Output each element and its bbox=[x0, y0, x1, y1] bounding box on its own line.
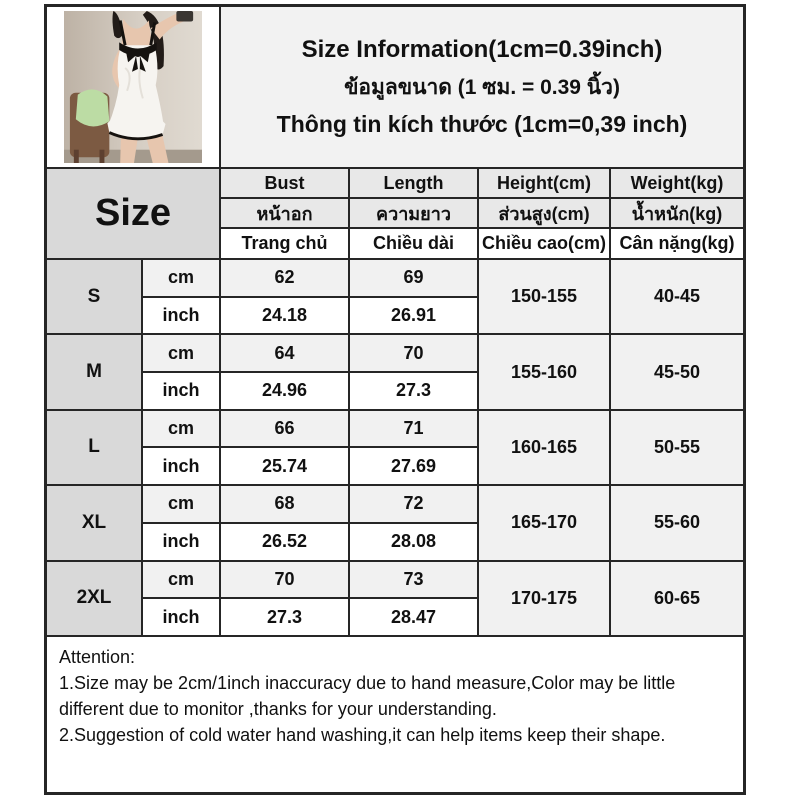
bust-cm-value: 66 bbox=[221, 411, 348, 447]
size-chart-table bbox=[44, 4, 746, 795]
unit-label-cm: cm bbox=[143, 335, 219, 371]
height-range: 150-155 bbox=[479, 260, 609, 333]
unit-label-inch: inch bbox=[143, 448, 219, 484]
bust-inch-value: 25.74 bbox=[221, 448, 348, 484]
col-header-3-th: น้ำหนัก(kg) bbox=[611, 199, 743, 227]
size-label: M bbox=[47, 335, 141, 408]
size-label: L bbox=[47, 411, 141, 484]
height-range: 170-175 bbox=[479, 562, 609, 635]
title-line-vi: Thông tin kích thước (1cm=0,39 inch) bbox=[276, 111, 688, 137]
bust-cm-value: 68 bbox=[221, 486, 348, 522]
col-header-3-en: Weight(kg) bbox=[611, 169, 743, 197]
col-header-2-vi: Chiều cao(cm) bbox=[479, 229, 609, 258]
height-range: 160-165 bbox=[479, 411, 609, 484]
col-header-1-th: ความยาว bbox=[350, 199, 477, 227]
bust-inch-value: 26.52 bbox=[221, 524, 348, 560]
title-line-en: Size Information(1cm=0.39inch) bbox=[301, 36, 663, 63]
weight-range: 50-55 bbox=[611, 411, 743, 484]
unit-label-inch: inch bbox=[143, 373, 219, 409]
length-cm-value: 72 bbox=[350, 486, 477, 522]
height-range: 165-170 bbox=[479, 486, 609, 559]
weight-range: 45-50 bbox=[611, 335, 743, 408]
col-header-2-en: Height(cm) bbox=[479, 169, 609, 197]
col-header-3-vi: Cân nặng(kg) bbox=[611, 229, 743, 258]
unit-label-inch: inch bbox=[143, 599, 219, 635]
dress-photo-illustration bbox=[64, 11, 202, 163]
length-inch-value: 28.47 bbox=[350, 599, 477, 635]
title-line-th: ข้อมูลขนาด (1 ซม. = 0.39 นิ้ว) bbox=[344, 76, 620, 99]
weight-range: 55-60 bbox=[611, 486, 743, 559]
bust-inch-value: 24.96 bbox=[221, 373, 348, 409]
bust-cm-value: 70 bbox=[221, 562, 348, 598]
col-header-0-th: หน้าอก bbox=[221, 199, 348, 227]
length-inch-value: 27.69 bbox=[350, 448, 477, 484]
height-range: 155-160 bbox=[479, 335, 609, 408]
size-info-title bbox=[221, 7, 743, 167]
attention-line-2: 2.Suggestion of cold water hand washing,it can help items keep their shape. bbox=[59, 724, 666, 745]
product-photo-cell bbox=[47, 7, 219, 167]
attention-heading: Attention: bbox=[59, 646, 136, 667]
unit-label-cm: cm bbox=[143, 411, 219, 447]
size-label: 2XL bbox=[47, 562, 141, 635]
length-inch-value: 26.91 bbox=[350, 298, 477, 334]
unit-label-cm: cm bbox=[143, 260, 219, 296]
length-inch-value: 28.08 bbox=[350, 524, 477, 560]
unit-label-inch: inch bbox=[143, 298, 219, 334]
col-header-1-vi: Chiều dài bbox=[350, 229, 477, 258]
col-header-1-en: Length bbox=[350, 169, 477, 197]
length-cm-value: 71 bbox=[350, 411, 477, 447]
bust-cm-value: 64 bbox=[221, 335, 348, 371]
length-cm-value: 70 bbox=[350, 335, 477, 371]
col-header-0-en: Bust bbox=[221, 169, 348, 197]
weight-range: 60-65 bbox=[611, 562, 743, 635]
attention-line-1: 1.Size may be 2cm/1inch inaccuracy due to hand measure,Color may be little different due to monitor ,thanks for your understanding. bbox=[59, 672, 676, 719]
length-cm-value: 69 bbox=[350, 260, 477, 296]
size-label: S bbox=[47, 260, 141, 333]
unit-label-cm: cm bbox=[143, 562, 219, 598]
product-photo bbox=[64, 11, 202, 163]
weight-range: 40-45 bbox=[611, 260, 743, 333]
col-header-2-th: ส่วนสูง(cm) bbox=[479, 199, 609, 227]
length-inch-value: 27.3 bbox=[350, 373, 477, 409]
bust-cm-value: 62 bbox=[221, 260, 348, 296]
bust-inch-value: 27.3 bbox=[221, 599, 348, 635]
length-cm-value: 73 bbox=[350, 562, 477, 598]
unit-label-cm: cm bbox=[143, 486, 219, 522]
col-header-0-vi: Trang chủ bbox=[221, 229, 348, 258]
size-label: XL bbox=[47, 486, 141, 559]
attention-note bbox=[47, 637, 743, 792]
bust-inch-value: 24.18 bbox=[221, 298, 348, 334]
unit-label-inch: inch bbox=[143, 524, 219, 560]
size-column-header: Size bbox=[47, 169, 219, 258]
